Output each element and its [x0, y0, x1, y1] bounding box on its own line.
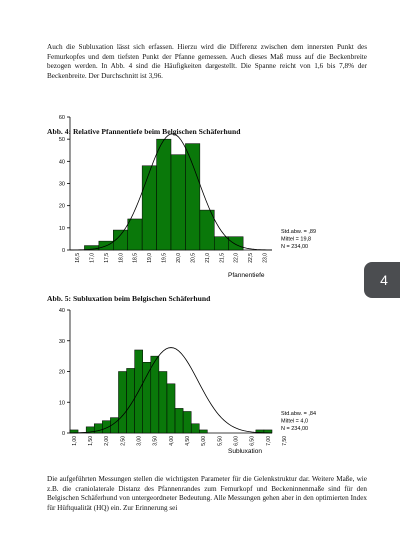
histogram-bar [199, 430, 207, 433]
x-tick-label: 2,00 [104, 436, 111, 446]
x-tick-label: 4,00 [168, 436, 175, 446]
figure-4-caption: Abb. 4: Relative Pfannentiefe beim Belgischen Schäferhund [47, 127, 241, 136]
page-number-label: 4 [380, 272, 388, 288]
x-tick-label: 19,5 [161, 253, 168, 263]
x-tick-label: 6,00 [233, 436, 240, 446]
histogram-bar [191, 424, 199, 433]
stats-label: Mittel = 4,0 [281, 418, 309, 425]
histogram-bar [183, 411, 191, 433]
histogram-bar [118, 372, 126, 434]
y-tick-label: 10 [58, 400, 65, 407]
y-tick-label: 50 [58, 137, 65, 144]
x-tick-label: 22,0 [233, 253, 240, 263]
stats-label: Mittel = 19,8 [281, 236, 312, 243]
histogram-bar [175, 408, 183, 433]
histogram-bar [185, 144, 199, 250]
histogram-bar [214, 237, 228, 250]
y-tick-label: 40 [58, 308, 65, 314]
histogram-bar [128, 219, 142, 250]
x-axis-title: Pfannentiefe [228, 272, 265, 279]
x-tick-label: 7,00 [265, 436, 272, 446]
x-tick-label: 19,0 [147, 253, 154, 263]
y-tick-label: 0 [61, 248, 65, 254]
stats-label: N = 234,00 [281, 426, 309, 432]
x-tick-label: 3,50 [152, 436, 159, 446]
y-tick-label: 0 [61, 431, 65, 437]
stats-label: Std.abw. = ,84 [281, 411, 317, 417]
histogram-bar [200, 210, 214, 250]
histogram-bar [229, 237, 243, 250]
figure-5-histogram [0, 305, 400, 455]
page-number-tab[interactable] [364, 262, 400, 298]
y-tick-label: 60 [58, 115, 65, 121]
x-tick-label: 21,5 [219, 253, 226, 263]
x-tick-label: 20,5 [190, 253, 197, 263]
x-tick-label: 21,0 [204, 253, 211, 263]
x-tick-label: 20,0 [176, 253, 183, 263]
x-tick-label: 1,00 [71, 436, 78, 446]
histogram-bar [157, 139, 171, 250]
histogram-bar [171, 155, 185, 250]
x-tick-label: 23,0 [262, 253, 269, 263]
x-tick-label: 18,0 [118, 253, 125, 263]
x-tick-label: 17,0 [89, 253, 96, 263]
x-tick-label: 6,50 [249, 436, 256, 446]
x-tick-label: 7,50 [281, 436, 288, 446]
y-tick-label: 40 [58, 159, 65, 166]
x-axis-title: Subluxation [228, 448, 262, 455]
x-tick-label: 5,50 [217, 436, 224, 446]
x-tick-label: 17,5 [103, 253, 110, 263]
histogram-bar [151, 356, 159, 433]
x-tick-label: 3,00 [136, 436, 143, 446]
histogram-bar [142, 166, 156, 250]
figure-5-caption: Abb. 5: Subluxation beim Belgischen Schäferhund [47, 294, 211, 303]
closing-paragraph: Die aufgeführten Messungen stellen die wichtigsten Parameter für die Gelenkstruktur dar. Weitere Maße, wie z.B. die craniolaterale Distanz des Pfannenrandes zum Femurkopf und Beckeninnenmaße sind für den Belgischen Schäferhund von untergeordneter Bedeutung. Alle Messungen gehen aber in den optimierten Index für Hüftqualität (HQ) ein. Zur Erinnerung sei [47, 475, 367, 512]
stats-label: Std.abw. = ,89 [281, 229, 317, 235]
x-tick-label: 4,50 [184, 436, 191, 446]
stats-label: N = 234,00 [281, 244, 309, 250]
y-tick-label: 20 [58, 369, 65, 376]
histogram-bar [159, 372, 167, 434]
histogram-bar [167, 384, 175, 433]
y-tick-label: 30 [58, 338, 65, 345]
y-tick-label: 20 [58, 203, 65, 210]
x-tick-label: 18,5 [132, 253, 139, 263]
x-tick-label: 5,00 [201, 436, 208, 446]
x-tick-label: 22,5 [248, 253, 255, 263]
x-tick-label: 1,50 [88, 436, 94, 446]
x-tick-label: 2,50 [120, 436, 127, 446]
x-tick-label: 16,5 [75, 253, 82, 263]
intro-paragraph: Auch die Subluxation lässt sich erfassen. Hierzu wird die Differenz zwischen dem innersten Punkt des Femurkopfes und dem tiefsten Punkt der Pfanne gemessen. Auch dieses Maß muss auf die Beckenbreite bezogen werden. In Abb. 4 sind die Häufigkeiten dargestellt. Die Spanne reicht von 1,6 bis 7,8% der Beckenbreite. Der Durchschnitt ist 3,96. [47, 43, 367, 80]
histogram-bar [143, 362, 151, 433]
y-tick-label: 10 [58, 225, 65, 232]
figure-4-histogram [0, 112, 400, 282]
y-tick-label: 30 [58, 181, 65, 188]
